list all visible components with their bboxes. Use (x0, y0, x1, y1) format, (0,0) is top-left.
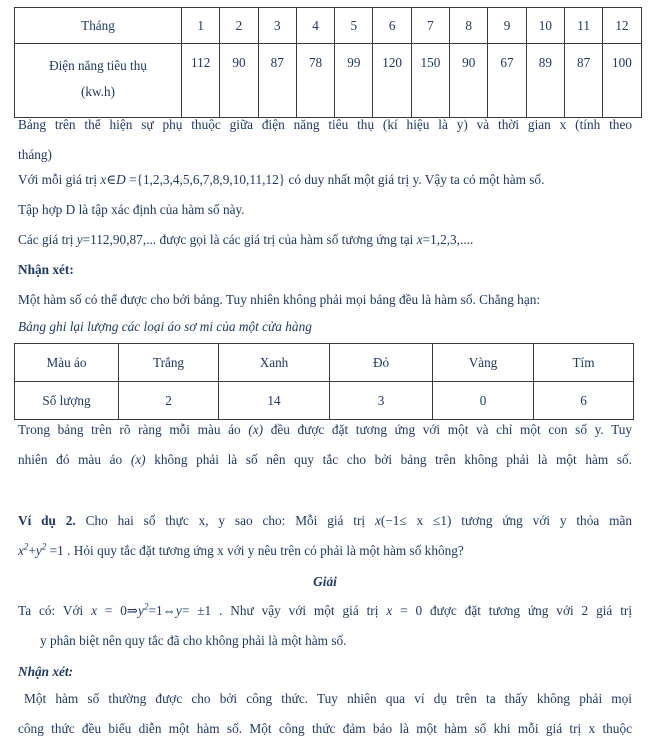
paragraph-line: Một hàm số thường được cho bởi công thức. Tuy nhiên qua ví dụ trên ta thấy không phải mọi (24, 691, 632, 706)
text-fragment: có duy nhất một giá trị y. Vậy ta có một hàm số. (288, 172, 545, 187)
quantity-cell-do: 3 (330, 382, 433, 420)
text-fragment: đều được đặt tương ứng với một và chỉ một con số y. Tuy (270, 422, 633, 437)
math-variable-x: x (374, 513, 381, 528)
consumption-cell-7: 150 (411, 44, 449, 118)
color-cell-xanh: Xanh (219, 344, 330, 382)
quantity-cell-tim: 6 (534, 382, 634, 420)
label-line-2: (kw.h) (81, 83, 115, 99)
math-exponent-2: 2 (23, 541, 29, 552)
math-operator-element-of: ∈ (106, 172, 117, 187)
consumption-cell-10: 89 (526, 44, 564, 118)
math-equals-plus-minus-one: = ±1 (181, 603, 212, 618)
math-equals-one: =1 (49, 543, 64, 558)
consumption-cell-2: 90 (220, 44, 258, 118)
math-exponent-2: 2 (41, 541, 47, 552)
color-cell-vang: Vàng (433, 344, 534, 382)
month-cell-7: 7 (411, 8, 449, 44)
month-cell-8: 8 (450, 8, 488, 44)
color-cell-do: Đỏ (330, 344, 433, 382)
label-line-1: Điện năng tiêu thụ (49, 58, 147, 73)
consumption-cell-9: 67 (488, 44, 526, 118)
text-fragment: Cho hai số thực x, y sao cho: Mỗi giá trị (85, 513, 366, 528)
quantity-cell-trang: 2 (119, 382, 219, 420)
math-x-values: =1,2,3,.... (422, 232, 474, 247)
math-variable-d: D (116, 172, 126, 187)
month-cell-6: 6 (373, 8, 411, 44)
paragraph-line: công thức đều biểu diễn một hàm số. Một công thức đảm bảo là một hàm số khi mỗi giá trị x thuộc (18, 721, 632, 736)
color-cell-trang: Trắng (119, 344, 219, 382)
math-exponent-2: 2 (143, 601, 149, 612)
text-fragment: . Hỏi quy tắc đặt tương ứng x với y nêu trên có phải là một hàm số không? (67, 543, 464, 558)
heading-giai: Giải (313, 574, 337, 589)
consumption-cell-5: 99 (335, 44, 373, 118)
quantity-cell-xanh: 14 (219, 382, 330, 420)
paragraph-mot-ham-so-bang: Một hàm số có thể được cho bởi bảng. Tuy nhiên không phải mọi bảng đều là hàm số. Chẳng hạn: (18, 292, 541, 307)
math-domain-condition: (−1≤ x ≤1) (380, 513, 452, 528)
consumption-cell-6: 120 (373, 44, 411, 118)
month-cell-3: 3 (258, 8, 296, 44)
table-header-so-luong: Số lượng (15, 382, 119, 420)
month-cell-4: 4 (296, 8, 334, 44)
math-operator-equals: = (129, 172, 137, 187)
paragraph-vi-du-2 (18, 506, 632, 566)
paragraph-mot-ham-so-thuong (18, 684, 632, 744)
consumption-cell-4: 78 (296, 44, 334, 118)
text-fragment: Với mỗi giá trị (18, 172, 98, 187)
table-shirt-colors (14, 343, 634, 420)
color-cell-tim: Tím (534, 344, 634, 382)
math-variable-x: x (100, 172, 107, 187)
consumption-cell-11: 87 (564, 44, 602, 118)
quantity-cell-vang: 0 (433, 382, 534, 420)
math-equals-one: =1 (148, 603, 163, 618)
paragraph-voi-moi-gia-tri (18, 165, 632, 195)
math-operator-iff: ⇔ (162, 603, 176, 618)
math-variable-x: x (18, 543, 24, 558)
paragraph-trong-bang-tren (18, 415, 632, 475)
paragraph-cac-gia-tri (18, 225, 632, 255)
paragraph-line: tháng) (18, 147, 52, 162)
math-x-equals-zero: x = 0 (386, 603, 423, 618)
month-cell-2: 2 (220, 8, 258, 44)
table-header-thang: Tháng (15, 8, 182, 44)
text-fragment: Ta có: Với (18, 603, 84, 618)
caption-bang-ghi-ao-so-mi: Bảng ghi lại lượng các loại áo sơ mi của một cửa hàng (18, 319, 312, 334)
consumption-cell-8: 90 (450, 44, 488, 118)
paragraph-bang-tren (18, 110, 632, 170)
month-cell-10: 10 (526, 8, 564, 44)
text-fragment: được đặt tương ứng với 2 giá trị (430, 603, 633, 618)
label-vi-du-2: Ví dụ 2. (18, 513, 76, 528)
table-row (15, 382, 634, 420)
math-x-equals-zero: x = 0 (91, 603, 127, 618)
month-cell-5: 5 (335, 8, 373, 44)
text-fragment: nhiên đó màu áo (18, 452, 123, 467)
table-header-mau-ao: Màu áo (15, 344, 119, 382)
math-variable-y: y (138, 603, 144, 618)
math-variable-x-paren: (x) (130, 452, 146, 467)
heading-nhan-xet-2: Nhận xét: (18, 664, 74, 679)
table-row (15, 344, 634, 382)
text-fragment: Trong bảng trên rõ ràng mỗi màu áo (18, 422, 241, 437)
paragraph-ta-co (18, 596, 632, 656)
math-operator-plus: + (28, 543, 36, 558)
table-header-dien-nang (15, 44, 182, 118)
table-row (15, 44, 642, 118)
table-row (15, 8, 642, 44)
text-fragment: Các giá trị (18, 232, 74, 247)
text-fragment: không phải là số nên quy tắc cho bởi bảng trên không phải là một hàm số. (154, 452, 633, 467)
text-fragment: tương ứng với y thỏa mãn (461, 513, 632, 528)
math-variable-x: x (416, 232, 423, 247)
consumption-cell-3: 87 (258, 44, 296, 118)
math-variable-y: y (35, 543, 42, 558)
consumption-cell-1: 112 (182, 44, 220, 118)
math-variable-y: y (175, 603, 182, 618)
math-variable-x-paren: (x) (248, 422, 264, 437)
text-fragment: . Như vậy với một giá trị (219, 603, 379, 618)
table-monthly-consumption (14, 7, 642, 118)
paragraph-line: Bảng trên thể hiện sự phụ thuộc giữa điện năng tiêu thụ (kí hiệu là y) và thời gian x (tính theo (18, 117, 632, 132)
month-cell-1: 1 (182, 8, 220, 44)
paragraph-line: y phân biệt nên quy tắc đã cho không phải là một hàm số. (40, 633, 347, 648)
paragraph-tap-hop-d: Tập hợp D là tập xác định của hàm số này. (18, 202, 245, 217)
math-y-values: =112,90,87,... (82, 232, 157, 247)
math-operator-implies: ⇒ (126, 603, 139, 618)
month-cell-9: 9 (488, 8, 526, 44)
consumption-cell-12: 100 (603, 44, 641, 118)
month-cell-11: 11 (564, 8, 602, 44)
heading-nhan-xet-1: Nhận xét: (18, 262, 74, 277)
text-fragment: được gọi là các giá trị của hàm số tương ứng tại (159, 232, 414, 247)
math-variable-y: y (76, 232, 83, 247)
math-set-literal: {1,2,3,4,5,6,7,8,9,10,11,12} (136, 172, 286, 187)
month-cell-12: 12 (603, 8, 641, 44)
